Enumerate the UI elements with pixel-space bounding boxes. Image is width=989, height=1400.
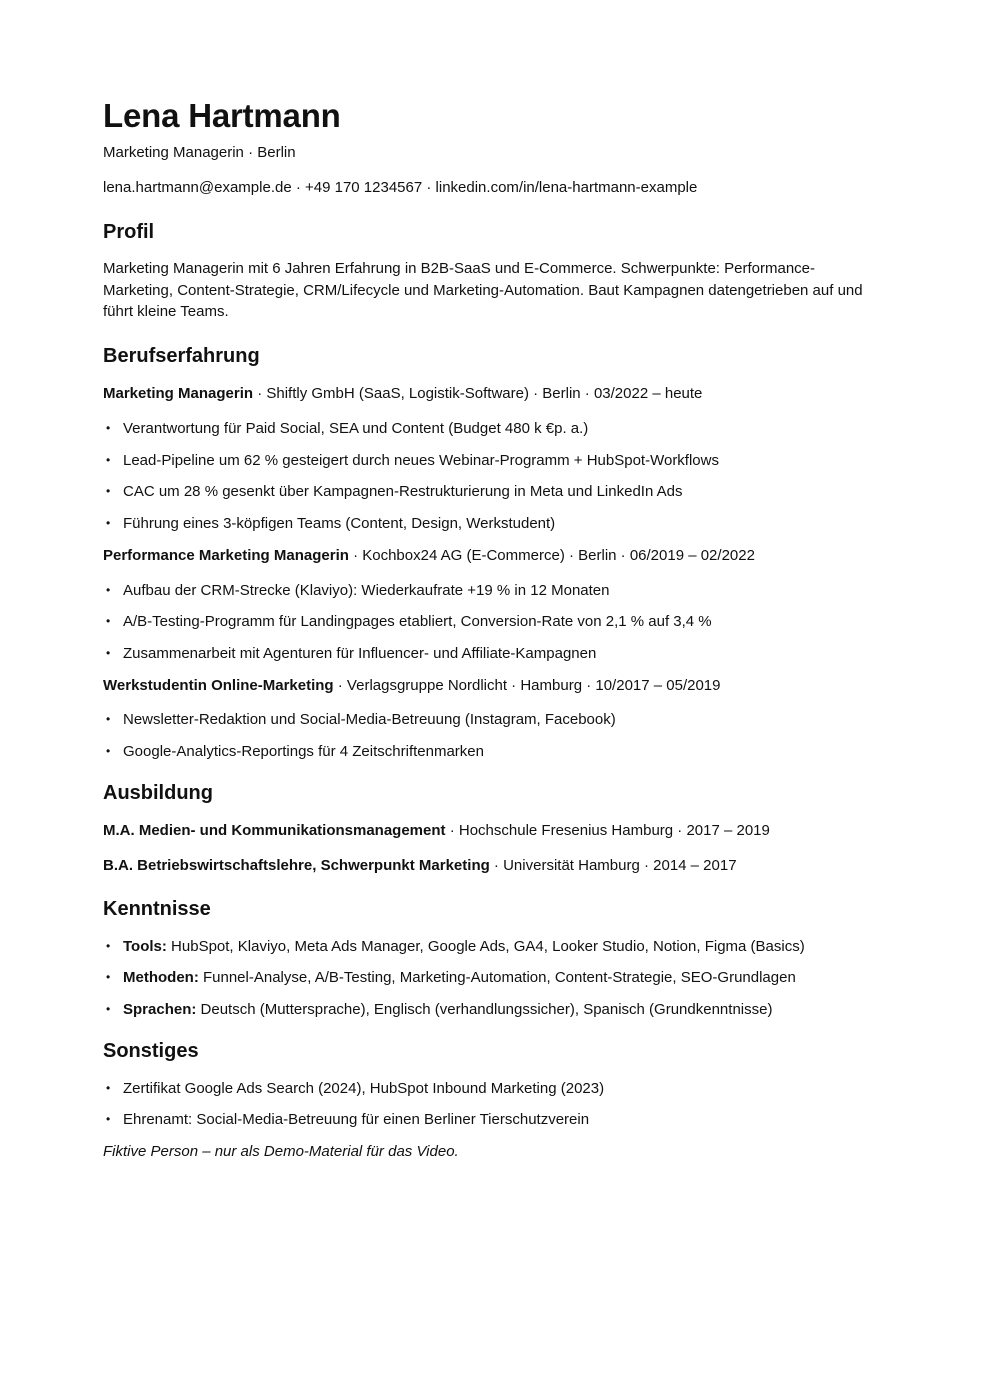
skill-label: Methoden: — [123, 969, 199, 986]
section-heading-education: Ausbildung — [103, 782, 213, 804]
bullet-icon: • — [106, 516, 111, 530]
list-item-text: Lead-Pipeline um 62 % gesteigert durch neues Webinar-Programm + HubSpot-Workflows — [123, 452, 719, 469]
bullet-icon: • — [106, 1081, 111, 1095]
list-item-text: CAC um 28 % gesenkt über Kampagnen-Restrukturierung in Meta und LinkedIn Ads — [123, 483, 683, 500]
list-item-text: Zertifikat Google Ads Search (2024), HubSpot Inbound Marketing (2023) — [123, 1080, 605, 1097]
education-entry — [103, 856, 737, 875]
job-heading — [103, 546, 755, 565]
bullet-icon: • — [106, 484, 111, 498]
bullet-icon: • — [106, 712, 111, 726]
degree-title: B.A. Betriebswirtschaftslehre, Schwerpunkt Marketing — [103, 857, 490, 874]
bullet-icon: • — [106, 970, 111, 984]
job-title: Performance Marketing Managerin — [103, 547, 349, 564]
degree-title: M.A. Medien- und Kommunikationsmanagement — [103, 822, 446, 839]
skill-label: Tools: — [123, 938, 167, 955]
bullet-icon: • — [106, 646, 111, 660]
bullet-icon: • — [106, 421, 111, 435]
degree-details: · Hochschule Fresenius Hamburg · 2017 – 2019 — [445, 822, 770, 839]
list-item-text: Führung eines 3-köpfigen Teams (Content, Design, Werkstudent) — [123, 515, 556, 532]
section-heading-experience: Berufserfahrung — [103, 345, 260, 367]
job-title: Marketing Managerin — [103, 385, 254, 402]
list-item-text: Verantwortung für Paid Social, SEA und Content (Budget 480 k €p. a.) — [123, 420, 589, 437]
bullet-icon: • — [106, 939, 111, 953]
skill-text: Deutsch (Muttersprache), Englisch (verhandlungssicher), Spanisch (Grundkenntnisse) — [196, 1001, 773, 1018]
skill-label: Sprachen: — [123, 1001, 197, 1018]
list-item-text: A/B-Testing-Programm für Landingpages etabliert, Conversion-Rate von 2,1 % auf 3,4 % — [123, 613, 712, 630]
degree-details: · Universität Hamburg · 2014 – 2017 — [489, 857, 737, 874]
list-item-text: Aufbau der CRM-Strecke (Klaviyo): Wiederkaufrate +19 % in 12 Monaten — [123, 582, 610, 599]
job-details: · Shiftly GmbH (SaaS, Logistik-Software) · Berlin · 03/2022 – heute — [253, 385, 703, 402]
bullet-icon: • — [106, 614, 111, 628]
job-details: · Verlagsgruppe Nordlicht · Hamburg · 10/2017 – 05/2019 — [333, 677, 721, 694]
contact-line: lena.hartmann@example.de · +49 170 1234567 · linkedin.com/in/lena-hartmann-example — [103, 179, 698, 196]
bullet-icon: • — [106, 1112, 111, 1126]
bullet-icon: • — [106, 583, 111, 597]
bullet-icon: • — [106, 744, 111, 758]
job-heading — [103, 384, 702, 403]
bullet-icon: • — [106, 453, 111, 467]
list-item-text: Zusammenarbeit mit Agenturen für Influencer- und Affiliate-Kampagnen — [123, 645, 597, 662]
section-heading-skills: Kenntnisse — [103, 898, 211, 920]
profil-text: Marketing Managerin mit 6 Jahren Erfahrung in B2B-SaaS und E-Commerce. Schwerpunkte: Performance-Marketing, Content-Strategie, CRM/Lifecycle und Marketing-Automation. Baut Kampagnen datengetrieben auf und führt kleine Teams. — [103, 260, 863, 320]
section-heading-misc: Sonstiges — [103, 1040, 199, 1062]
person-subtitle: Marketing Managerin · Berlin — [103, 144, 296, 161]
list-item-text: Google-Analytics-Reportings für 4 Zeitschriftenmarken — [123, 743, 484, 760]
person-name: Lena Hartmann — [103, 97, 341, 134]
job-details: · Kochbox24 AG (E-Commerce) · Berlin · 06/2019 – 02/2022 — [348, 547, 755, 564]
list-item-text: Newsletter-Redaktion und Social-Media-Betreuung (Instagram, Facebook) — [123, 711, 616, 728]
skill-text: Funnel-Analyse, A/B-Testing, Marketing-Automation, Content-Strategie, SEO-Grundlagen — [198, 969, 796, 986]
list-item-text: Ehrenamt: Social-Media-Betreuung für einen Berliner Tierschutzverein — [123, 1111, 590, 1128]
footnote: Fiktive Person – nur als Demo-Material für das Video. — [103, 1143, 459, 1160]
job-title: Werkstudentin Online-Marketing — [103, 677, 334, 694]
section-heading-profil: Profil — [103, 221, 155, 243]
bullet-icon: • — [106, 1002, 111, 1016]
skill-text: HubSpot, Klaviyo, Meta Ads Manager, Google Ads, GA4, Looker Studio, Notion, Figma (Basics) — [166, 938, 805, 955]
education-entry — [103, 821, 770, 840]
job-heading — [103, 676, 721, 695]
